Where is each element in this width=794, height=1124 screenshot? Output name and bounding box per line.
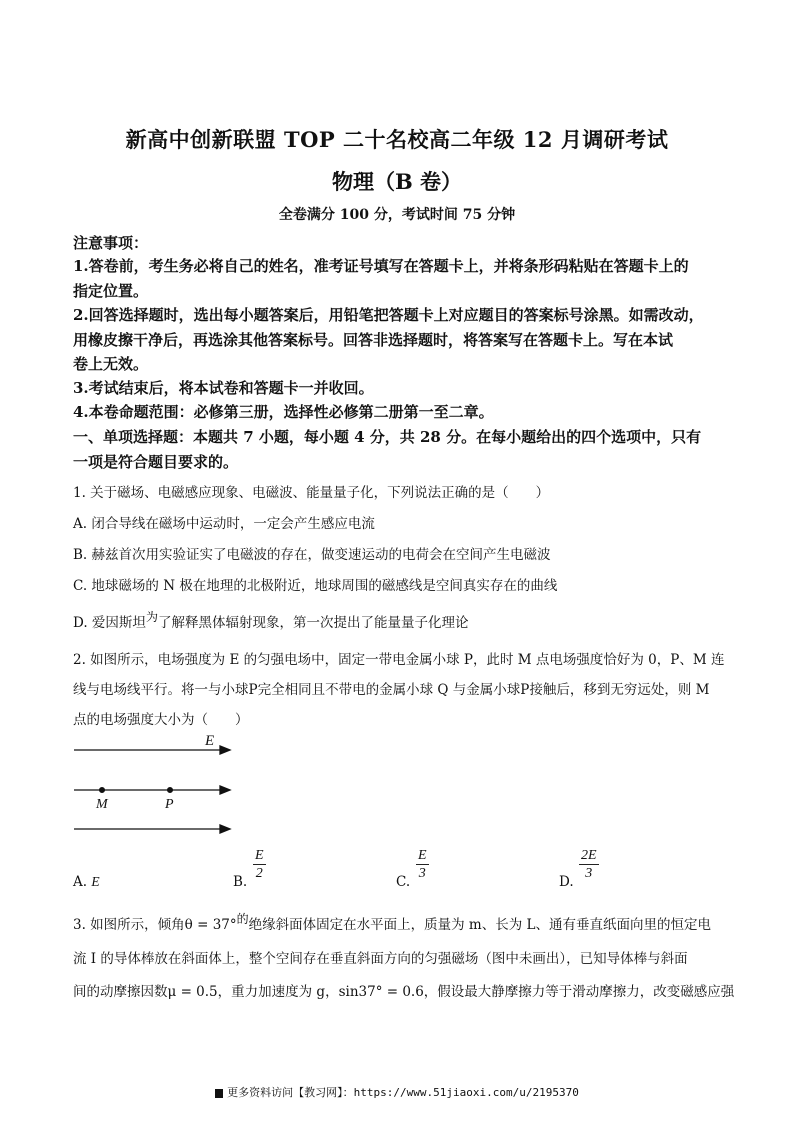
- q3-line-1-raised: 的: [236, 912, 249, 926]
- footer-text[interactable]: 更多资料访问【教习网】：https://www.51jiaoxi.com/u/2195370: [227, 1086, 579, 1099]
- q2-option-d-denominator: 3: [585, 866, 593, 881]
- q2-option-d-fraction: [579, 847, 599, 882]
- footer: [0, 1084, 794, 1100]
- note-4: 4.本卷命题范围：必修第三册，选择性必修第二册第一至二章。: [73, 403, 494, 421]
- q2-option-b-denominator: 2: [255, 866, 263, 881]
- q2-line-2: 线与电场线平行。将一与小球P完全相同且不带电的金属小球 Q 与金属小球P接触后，移到无穷远处，则 M: [73, 682, 710, 698]
- point-m: [100, 788, 105, 793]
- section-1-line-1: 一、单项选择题：本题共 7 小题，每小题 4 分，共 28 分。在每小题给出的四个选项中，只有: [73, 428, 702, 446]
- q1-option-d-prefix: D. 爱因斯坦: [73, 615, 146, 631]
- note-1-line-2: 指定位置。: [73, 282, 149, 300]
- note-2-line-3: 卷上无效。: [73, 355, 149, 373]
- q2-option-b-fraction: [253, 847, 266, 882]
- note-3: 3.考试结束后，将本试卷和答题卡一并收回。: [73, 379, 374, 397]
- field-arrow-bottom: [220, 825, 230, 833]
- q2-option-c-denominator: 3: [418, 866, 426, 881]
- field-arrow-top: [220, 746, 230, 754]
- exam-title: 新高中创新联盟 TOP 二十名校高二年级 12 月调研考试: [125, 127, 669, 152]
- q3-line-1-end: 绝缘斜面体固定在水平面上，质量为 m、长为 L、通有垂直纸面向里的恒定电: [248, 917, 711, 933]
- q1-option-b: B. 赫兹首次用实验证实了电磁波的存在，做变速运动的电荷会在空间产生电磁波: [73, 547, 551, 563]
- q1-option-a: A. 闭合导线在磁场中运动时，一定会产生感应电流: [73, 516, 375, 532]
- section-1-line-2: 一项是符合题目要求的。: [73, 453, 239, 471]
- q2-option-a-label: A.: [73, 874, 88, 890]
- note-2-line-2: 用橡皮擦干净后，再选涂其他答案标号。回答非选择题时，将答案写在答题卡上。写在本试: [73, 331, 674, 349]
- exam-info: 全卷满分 100 分，考试时间 75 分钟: [278, 207, 516, 223]
- q1-stem: 1. 关于磁场、电磁感应现象、电磁波、能量量子化，下列说法正确的是（ ）: [73, 485, 550, 501]
- note-2-line-1: 2.回答选择题时，选出每小题答案后，用铅笔把答题卡上对应题目的答案标号涂黑。如需改动，: [73, 306, 704, 324]
- q3-line-2: 流 I 的导体棒放在斜面体上，整个空间存在垂直斜面方向的匀强磁场（图中未画出），已知导体棒与斜面: [73, 951, 688, 967]
- q2-line-1: 2. 如图所示，电场强度为 E 的匀强电场中，固定一带电金属小球 P，此时 M 点电场强度恰好为 0，P、M 连: [73, 652, 725, 668]
- q2-option-b-label: B.: [233, 874, 248, 890]
- field-arrow-middle: [220, 786, 230, 794]
- q3-line-1: [73, 913, 711, 933]
- q3-line-1-start: 3. 如图所示，倾角θ = 37°: [73, 917, 237, 933]
- label-m: M: [96, 797, 108, 812]
- q3-line-3: 间的动摩擦因数μ = 0.5，重力加速度为 g，sin37° = 0.6，假设最大静摩擦力等于滑动摩擦力，改变磁感应强: [73, 984, 735, 1000]
- notes-heading: 注意事项：: [73, 234, 149, 252]
- q2-option-b-numerator: E: [255, 848, 264, 863]
- q1-option-c: C. 地球磁场的 N 极在地理的北极附近，地球周围的磁感线是空间真实存在的曲线: [73, 578, 558, 594]
- q2-option-a-value: E: [91, 874, 100, 889]
- q1-option-d: [73, 611, 468, 631]
- q2-option-d-numerator: 2E: [581, 848, 597, 863]
- q2-line-3: 点的电场强度大小为（ ）: [73, 712, 249, 728]
- electric-field-diagram: [70, 730, 240, 840]
- q2-option-d-label: D.: [559, 874, 574, 890]
- flag-icon: [215, 1089, 223, 1098]
- q1-option-d-raised: 为: [145, 610, 158, 624]
- ball-p: [168, 788, 173, 793]
- q2-option-c-label: C.: [396, 874, 411, 890]
- q2-option-a: [73, 874, 100, 890]
- label-p: P: [165, 797, 174, 812]
- note-1-line-1: 1.答卷前，考生务必将自己的姓名，准考证号填写在答题卡上，并将条形码粘贴在答题卡上的: [73, 257, 689, 275]
- q2-option-c-fraction: [416, 847, 429, 882]
- label-e: E: [205, 733, 215, 749]
- q2-option-c-numerator: E: [418, 848, 427, 863]
- exam-subject: 物理（B 卷）: [331, 169, 463, 194]
- q1-option-d-suffix: 了解释黑体辐射现象，第一次提出了能量量子化理论: [157, 615, 469, 631]
